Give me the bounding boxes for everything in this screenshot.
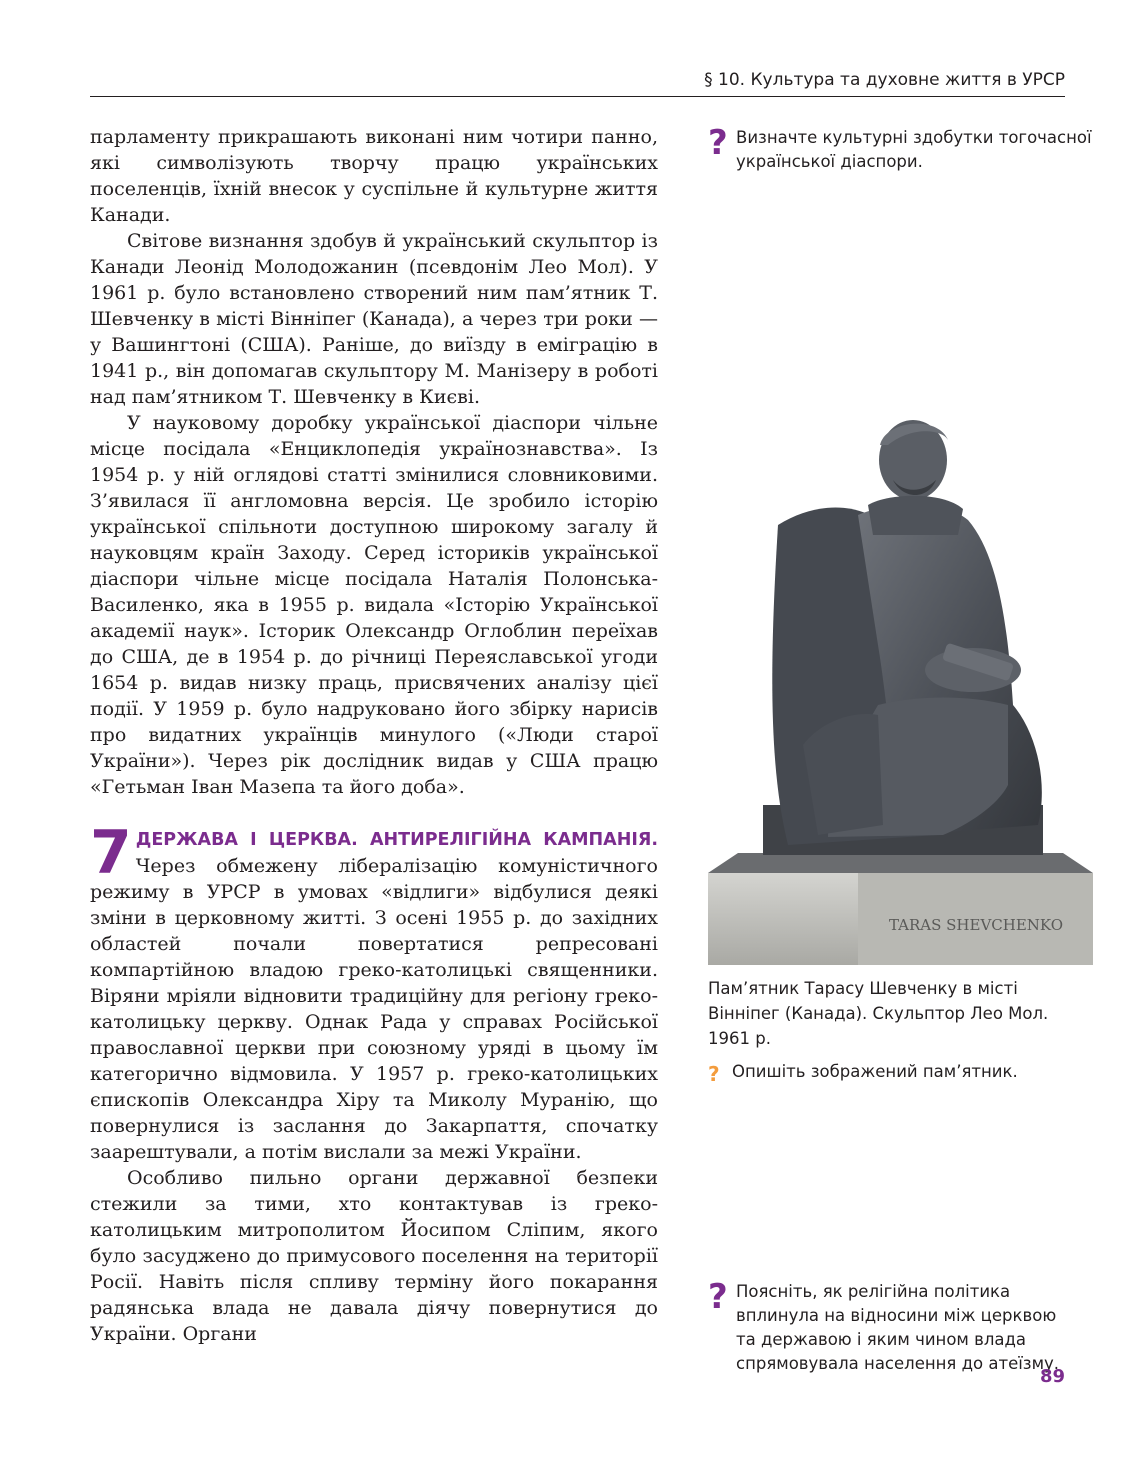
question-culture <box>708 123 1093 174</box>
page-number: 89 <box>1039 1366 1065 1387</box>
paragraph-church-thaw: Через обмежену лібералізацію комуністичного режиму в УРСР в умовах «відлиги» відбулися деякі зміни в церковному житті. З осені 1955 р. до західних областей почали повертатися репресовані компартійною владою греко-католицькі священники. Віряни мріяли відновити традиційну для регіону греко-католицьку церкву. Однак Рада у справах Російської православної церкви при союзному уряді в цьому їм категорично відмовила. У 1957 р. греко-католицьких єпископів Олександра Хіру та Миколу Муранію, що повернулися із заслання до Закарпаття, спочатку заарештували, а потім вислали за межі України. <box>90 855 658 1163</box>
pedestal-inscription: TARAS SHEVCHENKO <box>888 916 1064 934</box>
question-religion <box>708 1277 1068 1376</box>
question-culture-text: Визначте культурні здобутки тогочасної української діаспори. <box>736 128 1092 171</box>
photo-caption: Пам’ятник Тарасу Шевченку в місті Вінніпег (Канада). Скульптор Лео Мол. 1961 р. <box>708 979 1049 1048</box>
question-describe-text: Опишіть зображений пам’ятник. <box>732 1062 1018 1081</box>
paragraph-slipyi: Особливо пильно органи державної безпеки стежили за тими, хто контактував із греко-католицьким митрополитом Йосипом Сліпим, якого було засуджено до примусового поселення на території Росії. Навіть після спливу терміну його покарання радянська влада не давала діячу повернутися до України. Органи <box>90 1167 658 1345</box>
question-religion-text: Поясніть, як релігійна політика вплинула на відносини між церквою та державою і яким чином влада спрямовувала населення до атеїзму. <box>736 1282 1060 1373</box>
section-7-intro <box>90 818 658 1165</box>
section-7 <box>90 818 658 1165</box>
question-mark-icon: ? <box>708 1277 728 1317</box>
section-title: ДЕРЖАВА І ЦЕРКВА. АНТИРЕЛІГІЙНА КАМПАНІЯ. <box>135 830 658 850</box>
question-mark-icon: ? <box>708 123 728 163</box>
paragraph-leo-mol: Світове визнання здобув й український скульптор із Канади Леонід Молодожанин (псевдонім Лео Мол). У 1961 р. було встановлено створений ним пам’ятник Т. Шевченку в місті Вінніпег (Канада), а через три роки — у Вашингтоні (США). Раніше, до виїзду в еміграцію в 1941 р., він допомагав скульптору М. Манізеру в роботі над пам’ятником Т. Шевченку в Києві. <box>90 230 658 408</box>
section-number: 7 <box>90 818 130 888</box>
main-column <box>90 124 658 1347</box>
question-mark-small-icon: ? <box>708 1062 720 1086</box>
paragraph-encyclopedia: У науковому доробку української діаспори чільне місце посідала «Енциклопедія українознавства». Із 1954 р. у ній оглядові статті змінилися словниковими. З’явилася її англомовна версія. Це зробило історію української спільноти доступною широкому загалу й науковцям країн Заходу. Серед істориків української діаспори чільне місце посідала Наталія Полонська-Василенко, яка в 1955 р. видала «Історію Української академії наук». Історик Олександр Оглоблин переїхав до США, де в 1954 р. до річниці Переяславської угоди 1654 р. видав низку праць, присвячених аналізу цієї події. У 1959 р. було надруковано його збірку нарисів про видатних українців минулого («Люди старої України»). Через рік дослідник видав у США працю «Гетьман Іван Мазепа та його доба». <box>90 412 658 798</box>
paragraph-parliament: парламенту прикрашають виконані ним чотири панно, які символізують творчу працю українських поселенців, їхній внесок у суспільне й культурне життя Канади. <box>90 126 658 226</box>
question-describe <box>708 1060 1093 1088</box>
shevchenko-monument-photo <box>708 405 1093 965</box>
running-header: § 10. Культура та духовне життя в УРСР <box>704 70 1065 90</box>
header-divider <box>90 96 1065 97</box>
